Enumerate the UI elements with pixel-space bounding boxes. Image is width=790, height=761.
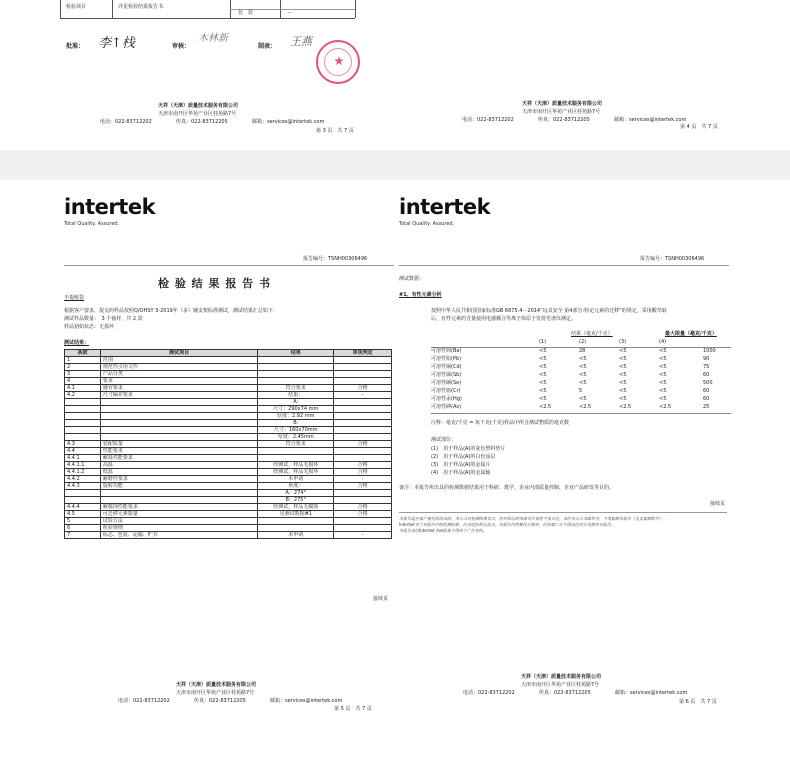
intro-paragraph: 根据客户要求，提交的样品按照Q/OHSY 3-2019年（多）辅支架标准测试，测试结果汇总如下：	[64, 308, 278, 314]
result-cell: 未申请	[258, 476, 334, 483]
result-cell	[258, 448, 334, 455]
element-value: <5	[579, 380, 587, 386]
review-label: 审核：	[172, 43, 191, 50]
element-limit: 60	[703, 396, 710, 402]
result-cell: B：275°	[258, 497, 334, 504]
test-results-table	[64, 349, 392, 539]
table-row	[65, 434, 392, 441]
test-part-3: (3) 用于样品(A)的金属片	[431, 462, 491, 468]
footer-phone: 电话：022-83712202	[118, 698, 170, 704]
table-header-row	[65, 350, 392, 357]
clause-cell	[65, 434, 101, 441]
verdict-cell: 合格	[334, 462, 392, 469]
item-cell: 要求	[100, 378, 257, 385]
result-cell: 厚度：2.92 mm	[258, 413, 334, 420]
item-cell: 范围	[100, 357, 257, 364]
data-title: 测试数据：	[399, 276, 425, 282]
table-row	[65, 476, 392, 483]
result-cell: 经测试，样品无腐蚀	[258, 504, 334, 511]
clause-cell: 4.4.1.1	[65, 462, 101, 469]
item-cell: 产品分类	[100, 371, 257, 378]
table-row	[65, 427, 392, 434]
clause-cell: 4.1	[65, 385, 101, 392]
element-limit: 1000	[703, 348, 716, 354]
element-limit: 60	[703, 388, 710, 394]
element-value: <5	[619, 364, 627, 370]
element-value: <5	[619, 348, 627, 354]
verdict-cell: 合格	[334, 483, 392, 490]
report-number: 报告编号：TSNH00306496	[303, 256, 368, 262]
result-cell	[258, 364, 334, 371]
result-cell: B:	[258, 420, 334, 427]
item-cell: 感官要求	[100, 385, 257, 392]
footer-email: 邮箱：services@intertek.com	[614, 117, 687, 123]
clause-cell	[65, 406, 101, 413]
item-cell	[100, 420, 257, 427]
review-signature: 木林新	[198, 33, 228, 44]
footer-address: 天津市南开区华苑产业区桂苑路7号	[158, 111, 237, 117]
result-cell: 未申请	[258, 532, 334, 539]
element-value: <5	[539, 348, 547, 354]
result-cell: 结果：	[258, 392, 334, 399]
page-number: 第 4 页 共 7 页	[680, 124, 718, 130]
verdict-cell: 合格	[334, 511, 392, 518]
table-row	[65, 378, 392, 385]
clause-cell: 4.5	[65, 511, 101, 518]
table-row	[65, 385, 392, 392]
row-label-packaging: 包 装	[238, 10, 254, 16]
item-cell: 旋转功能	[100, 483, 257, 490]
item-cell: 高温	[100, 462, 257, 469]
column-header: (2)	[579, 339, 587, 345]
result-cell: 见测试数据#1	[258, 511, 334, 518]
element-value: <5	[619, 388, 627, 394]
result-cell: 经测试，样品无损坏	[258, 469, 334, 476]
element-value: <5	[619, 396, 627, 402]
clause-cell: 4.4.1.2	[65, 469, 101, 476]
element-value: <5	[539, 364, 547, 370]
clause-cell: 4.3	[65, 441, 101, 448]
element-name: 可溶性铬(Cr)	[431, 388, 461, 394]
item-cell	[100, 434, 257, 441]
result-cell	[258, 378, 334, 385]
footer-address: 天津市南开区华苑产业区桂苑路7号	[176, 690, 255, 696]
footer-email: 邮箱：services@intertek.com	[615, 690, 688, 696]
page-5	[40, 185, 400, 761]
verdict-cell	[334, 420, 392, 427]
table-row	[65, 406, 392, 413]
element-value: <5	[579, 364, 587, 370]
verdict-cell: 合格	[334, 504, 392, 511]
table-row	[65, 490, 392, 497]
item-cell: 可迁移元素限量	[100, 511, 257, 518]
element-value: <2.5	[659, 404, 672, 410]
verdict-cell: 合格	[334, 469, 392, 476]
element-value: <5	[579, 396, 587, 402]
table-divider	[112, 0, 113, 18]
element-value: <5	[579, 372, 587, 378]
element-value: <5	[619, 356, 627, 362]
page-number: 第 6 页 共 7 页	[679, 699, 717, 705]
verdict-cell	[334, 413, 392, 420]
results-title: 测试结果：	[64, 340, 90, 346]
header-result: 结果	[258, 350, 334, 357]
report-number: 报告编号：TSNH00306496	[640, 256, 705, 262]
clause-cell: 4.4.2	[65, 476, 101, 483]
element-value: <5	[619, 372, 627, 378]
result-cell	[258, 455, 334, 462]
element-value: <2.5	[579, 404, 592, 410]
element-value: <5	[659, 348, 667, 354]
verdict-cell: -	[334, 476, 392, 483]
verdict-cell	[334, 357, 392, 364]
table-row	[65, 413, 392, 420]
disclaimer-rule	[399, 512, 727, 513]
table-row	[65, 448, 392, 455]
method-desc-1: 按照中华人民共和国国家标准GB 6675.4－2014“玩具安全 第4部分:特定元素的迁移”的规定，采用酸萃取	[431, 308, 667, 314]
row-value-test-items: 详见检验结果报告书	[118, 4, 164, 10]
header-item: 测试项目	[100, 350, 257, 357]
result-cell: 经测试，样品无损坏	[258, 462, 334, 469]
element-value: <5	[539, 372, 547, 378]
table-bottom-rule	[431, 413, 731, 414]
element-name: 可溶性锑(Sb)	[431, 372, 462, 378]
element-value: <5	[659, 364, 667, 370]
clause-cell	[65, 399, 101, 406]
verdict-cell	[334, 371, 392, 378]
footer-company-name: 天祥（天津）质量技术服务有限公司	[158, 103, 239, 109]
verdict-cell	[334, 399, 392, 406]
intertek-logo: intertek Total Quality. Assured.	[399, 195, 491, 227]
remark: 备注：本报告所出具的检测数据结果用于科研、教学、企业内部质量控制、企业产品研发等目的。	[399, 485, 615, 491]
verdict-cell	[334, 518, 392, 525]
table-row	[65, 455, 392, 462]
unit-note: 注释：毫克/千克 = 每千克(千克)样品中所含测试物质的毫克数	[431, 420, 569, 426]
element-value: <2.5	[539, 404, 552, 410]
page-number: 第 3 页 共 7 页	[316, 128, 354, 134]
sample-condition: 样品初始状态：无损坏	[64, 324, 115, 330]
element-value: <5	[539, 388, 547, 394]
page-6	[395, 185, 740, 761]
header-rule	[399, 265, 729, 266]
continued-label: 接续页	[373, 596, 389, 602]
report-title: 检 验 结 果 报 告 书	[158, 277, 271, 290]
clause-cell: 4.4.1	[65, 455, 101, 462]
element-limit: 60	[703, 372, 710, 378]
method-desc-2: 后，有性元素的含量使用电感耦合等离子体原子发射光谱仪测定。	[431, 316, 577, 322]
header-verdict: 单项判定	[334, 350, 392, 357]
item-cell: 标志、包装、运输、贮存	[100, 532, 257, 539]
clause-cell: 5	[65, 518, 101, 525]
element-value: <5	[539, 396, 547, 402]
page-3	[40, 0, 370, 150]
footer-fax: 传真：022-83712205	[194, 698, 246, 704]
element-value: <5	[539, 356, 547, 362]
table-row	[65, 462, 392, 469]
item-cell: 试验方法	[100, 518, 257, 525]
verdict-cell	[334, 406, 392, 413]
table-row	[65, 420, 392, 427]
clause-cell: 2	[65, 364, 101, 371]
verdict-cell: -	[334, 532, 392, 539]
clause-cell: 1	[65, 357, 101, 364]
table-row	[65, 357, 392, 364]
element-value: <5	[659, 372, 667, 378]
verdict-cell	[334, 364, 392, 371]
result-cell: 符合要求	[258, 441, 334, 448]
limit-header: 最大限量（毫克/千克）	[665, 331, 717, 337]
item-cell	[100, 406, 257, 413]
verdict-cell	[334, 455, 392, 462]
footer-phone: 电话：022-83712202	[463, 690, 515, 696]
result-cell	[258, 525, 334, 532]
table-row	[65, 371, 392, 378]
result-cell: 符合要求	[258, 385, 334, 392]
footer-address: 天津市南开区华苑产业区桂苑路7号	[522, 109, 601, 115]
element-value: 5	[579, 388, 583, 394]
table-row	[65, 399, 392, 406]
element-name: 可溶性镉(Cd)	[431, 364, 462, 370]
row-label-test-items: 检验项目	[66, 4, 87, 10]
item-cell: 检验规则	[100, 525, 257, 532]
page-gap	[0, 150, 790, 180]
verdict-cell	[334, 490, 392, 497]
result-cell: 厚度：2.45mm	[258, 434, 334, 441]
verdict-cell	[334, 497, 392, 504]
footer-address: 天津市南开区华苑产业区桂苑路7号	[521, 682, 600, 688]
result-cell: 尺寸：290x74 mm	[258, 406, 334, 413]
footer-company-name: 天祥（天津）质量技术服务有限公司	[176, 682, 257, 688]
item-cell: 低温	[100, 469, 257, 476]
footer-fax: 传真：022-83712205	[539, 690, 591, 696]
element-limit: 500	[703, 380, 713, 386]
element-value: <5	[659, 380, 667, 386]
element-value: <2.5	[619, 404, 632, 410]
column-header: (4)	[659, 339, 667, 345]
element-value: <5	[659, 396, 667, 402]
table-right-rule	[355, 0, 356, 18]
footer-email: 邮箱：services@intertek.com	[270, 698, 343, 704]
element-value: <5	[659, 388, 667, 394]
table-row	[65, 497, 392, 504]
clause-cell: 4.2	[65, 392, 101, 399]
footer-fax: 传真：022-83712205	[538, 117, 590, 123]
page-4	[400, 0, 740, 150]
table-row	[65, 392, 392, 399]
approve-label: 批准：	[66, 43, 85, 50]
row-value-packaging: --	[288, 10, 292, 16]
table-row	[65, 441, 392, 448]
intertek-logo: intertek Total Quality. Assured.	[64, 195, 156, 227]
result-header: 结果（毫克/千克）	[571, 331, 613, 337]
clause-cell: 4.4.4	[65, 504, 101, 511]
result-cell: A：274°	[258, 490, 334, 497]
table-row	[65, 504, 392, 511]
clause-cell	[65, 427, 101, 434]
element-name: 可溶性钡(Ba)	[431, 348, 462, 354]
clause-cell	[65, 497, 101, 504]
result-cell: 尺寸：160x70mm	[258, 427, 334, 434]
verdict-cell	[334, 448, 392, 455]
item-cell	[100, 413, 257, 420]
table-row	[65, 525, 392, 532]
test-part-1: (1) 用于样品(A)的灰色塑料垫片	[431, 446, 506, 452]
clause-cell: 3	[65, 371, 101, 378]
result-cell: 角度：	[258, 483, 334, 490]
footer-fax: 传真：022-83712205	[176, 119, 228, 125]
column-header: (1)	[539, 339, 547, 345]
table-row	[65, 518, 392, 525]
footer-company-name: 天祥（天津）质量技术服务有限公司	[521, 674, 602, 680]
table-row	[65, 483, 392, 490]
table-row	[65, 511, 392, 518]
element-value: <5	[659, 356, 667, 362]
element-name: 可溶性砷(As)	[431, 404, 461, 410]
table-row	[65, 532, 392, 539]
result-cell	[258, 371, 334, 378]
verdict-cell	[334, 378, 392, 385]
disclaimer: 本报告是应客户委托而出具的，本公司对检测结果负责，但对样品的来源及代表性不负责任。未经本公司书面许可，不得复制本报告（全文复制除外）。 Intertek对于本报告中的检测结果，仅对送检样品负责。本报告仅供委托方使用，任何第三方不得以任何方式使用本报告。 本报告未经Intertek书面批准不得用于广告宣传。	[399, 516, 667, 533]
footer-phone: 电话：022-83712202	[462, 117, 514, 123]
verdict-cell: 合格	[334, 441, 392, 448]
clause-cell	[65, 420, 101, 427]
verdict-cell: 合格	[334, 385, 392, 392]
sample-quantity: 测试样品数量： 3 个抽样，共 2 款	[64, 316, 143, 322]
element-value: 28	[579, 348, 586, 354]
footer-phone: 电话：022-83712202	[100, 119, 152, 125]
approve-signature: 李↑栈	[98, 36, 135, 51]
item-cell: 性能要求	[100, 448, 257, 455]
element-name: 可溶性汞(Hg)	[431, 396, 462, 402]
section-title: #1、有性元素分析	[399, 292, 442, 298]
test-parts-title: 测试部位：	[431, 437, 457, 443]
footer-email: 邮箱：services@intertek.com	[252, 119, 325, 125]
prepare-signature: 王燕	[290, 35, 312, 48]
clause-cell: 4.4.3	[65, 483, 101, 490]
prepare-label: 制表：	[258, 43, 277, 50]
footer-company-name: 天祥（天津）质量技术服务有限公司	[522, 101, 603, 107]
test-part-2: (2) 用于样品(A)的白色涂层	[431, 454, 496, 460]
element-name: 可溶性硒(Se)	[431, 380, 462, 386]
clause-cell	[65, 413, 101, 420]
verdict-cell: -	[334, 392, 392, 399]
clause-cell	[65, 490, 101, 497]
result-cell	[258, 357, 334, 364]
result-cell	[258, 518, 334, 525]
clause-cell: 7	[65, 532, 101, 539]
clause-cell: 4.4	[65, 448, 101, 455]
result-cell: A:	[258, 399, 334, 406]
table-row	[65, 364, 392, 371]
item-cell: 耐温性能要求	[100, 455, 257, 462]
verdict-cell	[334, 434, 392, 441]
continued-label: 接续页	[710, 501, 726, 507]
verdict-cell	[334, 525, 392, 532]
item-cell: 装配质量	[100, 441, 257, 448]
company-seal-icon	[316, 40, 360, 84]
item-cell: 耐腐蚀性能要求	[100, 504, 257, 511]
element-name: 可溶性铅(Pb)	[431, 356, 462, 362]
item-cell: 尺寸偏差要求	[100, 392, 257, 399]
item-cell	[100, 427, 257, 434]
element-value: <5	[539, 380, 547, 386]
element-value: <5	[619, 380, 627, 386]
table-row	[65, 469, 392, 476]
verdict-cell	[334, 427, 392, 434]
clause-cell: 4	[65, 378, 101, 385]
table-left-rule	[60, 0, 61, 18]
element-limit: 25	[703, 404, 710, 410]
item-cell	[100, 399, 257, 406]
header-rule	[64, 265, 394, 266]
sample-name: 手提纸袋	[64, 295, 85, 301]
test-part-4: (4) 用于样品(A)的金属轴	[431, 470, 491, 476]
item-cell: 规范性引用文件	[100, 364, 257, 371]
item-cell: 耐磨性要求	[100, 476, 257, 483]
element-value: <5	[579, 356, 587, 362]
table-bottom-rule	[60, 18, 355, 19]
item-cell	[100, 490, 257, 497]
column-header: (3)	[619, 339, 627, 345]
page-number: 第 5 页 共 7 页	[334, 706, 372, 712]
clause-cell: 6	[65, 525, 101, 532]
item-cell	[100, 497, 257, 504]
element-limit: 90	[703, 356, 710, 362]
header-clause: 条款	[65, 350, 101, 357]
element-limit: 75	[703, 364, 710, 370]
